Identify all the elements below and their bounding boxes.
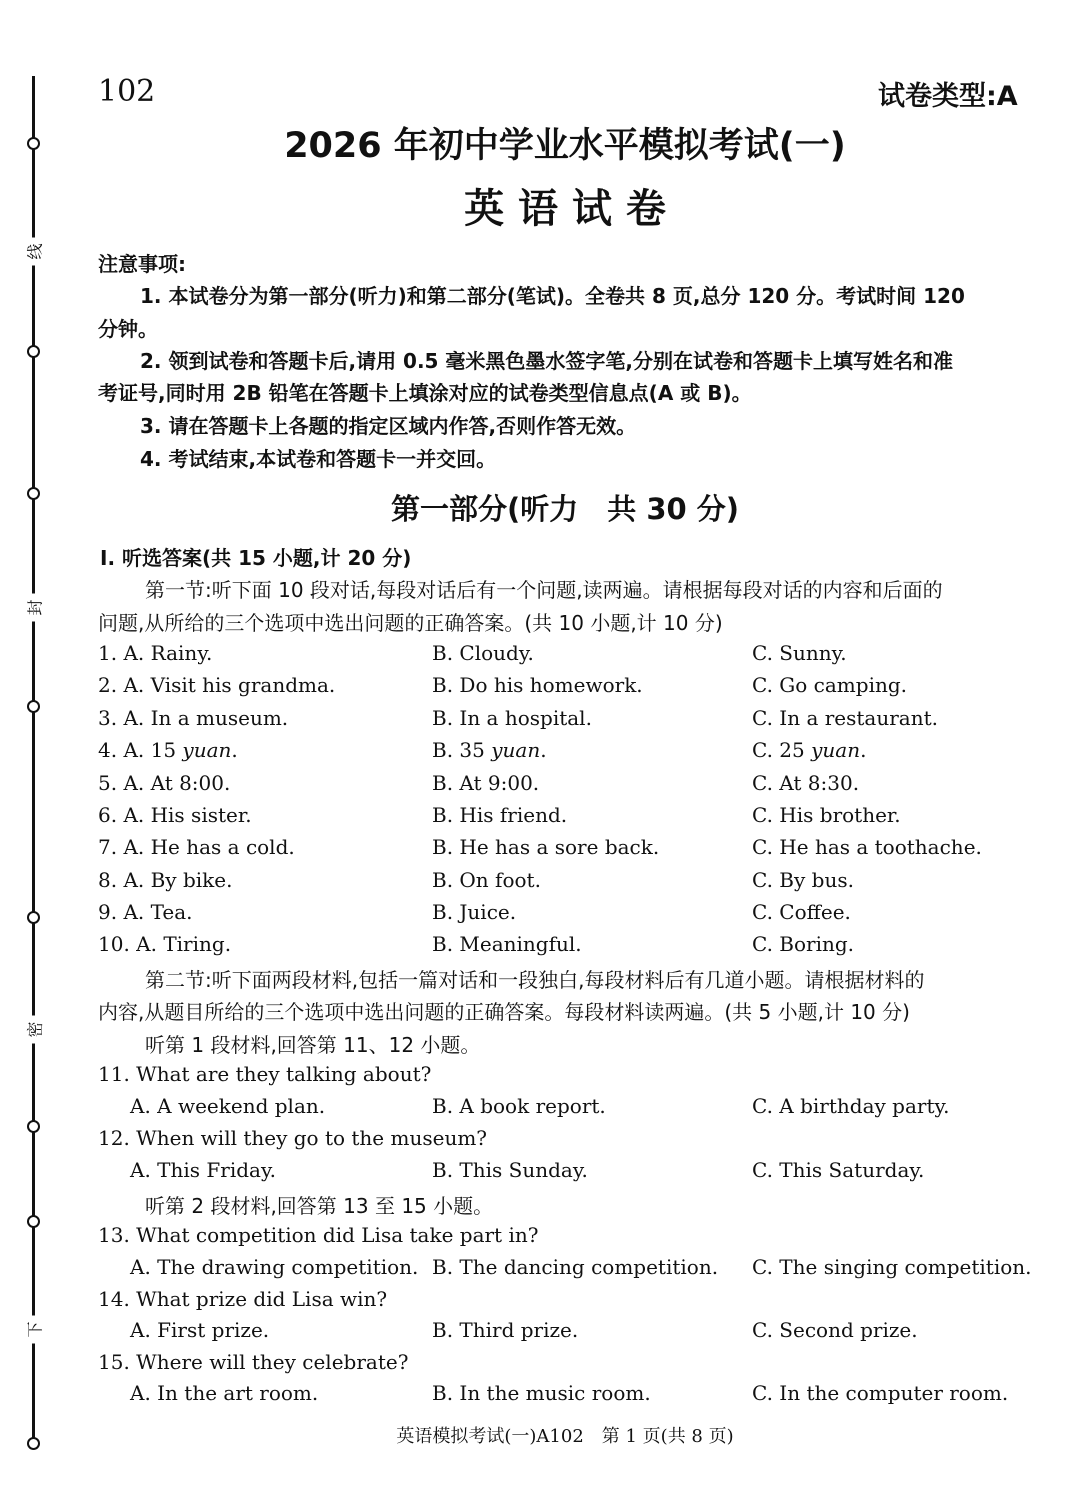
section1-intro: 问题,从所给的三个选项中选出问题的正确答案。(共 10 小题,计 10 分)	[98, 611, 723, 635]
question-stem: 11. What are they talking about?	[98, 1062, 432, 1086]
option-text: .	[860, 738, 867, 762]
option-a: 10. A. Tiring.	[98, 932, 232, 956]
option-b: B. He has a sore back.	[432, 835, 660, 859]
option-a: 1. A. Rainy.	[98, 641, 213, 665]
option-b: B. A book report.	[432, 1094, 606, 1118]
option-c: C. Go camping.	[752, 673, 908, 697]
option-c: C. Sunny.	[752, 641, 847, 665]
option-text: .	[231, 738, 238, 762]
section2-intro: 第二节:听下面两段材料,包括一篇对话和一段独白,每段材料后有几道小题。请根据材料的	[145, 968, 925, 992]
option-a: 2. A. Visit his grandma.	[98, 673, 336, 697]
option-b: B. This Sunday.	[432, 1158, 588, 1182]
question-stem: 15. Where will they celebrate?	[98, 1350, 409, 1374]
option-b: B. Third prize.	[432, 1318, 579, 1342]
binding-hole	[27, 911, 40, 924]
option-text: 4. A. 15	[98, 738, 183, 762]
option-a: A. The drawing competition.	[130, 1255, 419, 1279]
option-a: A. This Friday.	[130, 1158, 276, 1182]
notes-item: 考证号,同时用 2B 铅笔在答题卡上填涂对应的试卷类型信息点(A 或 B)。	[98, 381, 752, 405]
option-a: 6. A. His sister.	[98, 803, 252, 827]
option-c: C. His brother.	[752, 803, 901, 827]
option-text: .	[540, 738, 547, 762]
option-text: C. 25	[752, 738, 812, 762]
question-stem: 12. When will they go to the museum?	[98, 1126, 488, 1150]
option-text: B. 35	[432, 738, 492, 762]
option-b: B. On foot.	[432, 868, 541, 892]
notes-item: 2. 领到试卷和答题卡后,请用 0.5 毫米黑色墨水签字笔,分别在试卷和答题卡上填写姓名和准	[140, 349, 954, 373]
option-c: C. At 8:30.	[752, 771, 860, 795]
binding-char-feng: 封	[23, 594, 46, 622]
option-b: B. In the music room.	[432, 1381, 651, 1405]
notes-heading: 注意事项:	[98, 252, 186, 276]
option-c: C. Second prize.	[752, 1318, 918, 1342]
option-c: C. He has a toothache.	[752, 835, 982, 859]
material-2-label: 听第 2 段材料,回答第 13 至 15 小题。	[145, 1194, 494, 1218]
option-a: 5. A. At 8:00.	[98, 771, 231, 795]
option-b	[432, 738, 547, 762]
option-b: B. Do his homework.	[432, 673, 643, 697]
binding-hole	[27, 1215, 40, 1228]
page-footer: 英语模拟考试(一)A102 第 1 页(共 8 页)	[396, 1426, 734, 1447]
option-c: C. In the computer room.	[752, 1381, 1009, 1405]
option-c: C. This Saturday.	[752, 1158, 925, 1182]
option-a: A. A weekend plan.	[130, 1094, 326, 1118]
option-c: C. A birthday party.	[752, 1094, 950, 1118]
binding-hole	[27, 345, 40, 358]
option-a: A. In the art room.	[130, 1381, 319, 1405]
binding-line	[32, 76, 35, 1448]
currency-unit: yuan	[811, 738, 861, 762]
option-c	[752, 738, 866, 762]
section2-intro: 内容,从题目所给的三个选项中选出问题的正确答案。每段材料读两遍。(共 5 小题,计 10 分)	[98, 1000, 910, 1024]
option-c: C. In a restaurant.	[752, 706, 938, 730]
question-stem: 14. What prize did Lisa win?	[98, 1287, 388, 1311]
notes-item: 1. 本试卷分为第一部分(听力)和第二部分(笔试)。全卷共 8 页,总分 120 分。考试时间 120	[140, 284, 965, 308]
currency-unit: yuan	[182, 738, 232, 762]
option-b: B. Meaningful.	[432, 932, 582, 956]
option-a: 3. A. In a museum.	[98, 706, 289, 730]
option-b: B. In a hospital.	[432, 706, 592, 730]
option-c: C. By bus.	[752, 868, 854, 892]
section1-heading: Ⅰ. 听选答案(共 15 小题,计 20 分)	[100, 546, 412, 570]
option-c: C. Boring.	[752, 932, 855, 956]
part1-heading: 第一部分(听力 共 30 分)	[390, 492, 740, 526]
option-b: B. Cloudy.	[432, 641, 534, 665]
exam-title: 2026 年初中学业水平模拟考试(一)	[284, 126, 846, 166]
option-b: B. The dancing competition.	[432, 1255, 719, 1279]
notes-item: 分钟。	[98, 317, 158, 341]
exam-subtitle: 英 语 试 卷	[464, 186, 666, 232]
question-stem: 13. What competition did Lisa take part in?	[98, 1223, 539, 1247]
option-a: 8. A. By bike.	[98, 868, 233, 892]
page-number: 102	[98, 74, 156, 109]
binding-char-xia: 下	[23, 1316, 46, 1344]
option-c: C. Coffee.	[752, 900, 851, 924]
binding-hole	[27, 700, 40, 713]
option-a: A. First prize.	[130, 1318, 270, 1342]
option-b: B. At 9:00.	[432, 771, 540, 795]
option-a: 7. A. He has a cold.	[98, 835, 295, 859]
option-a	[98, 738, 238, 762]
section1-intro: 第一节:听下面 10 段对话,每段对话后有一个问题,读两遍。请根据每段对话的内容和后面的	[145, 578, 943, 602]
notes-item: 3. 请在答题卡上各题的指定区域内作答,否则作答无效。	[140, 414, 637, 438]
option-b: B. Juice.	[432, 900, 517, 924]
option-a: 9. A. Tea.	[98, 900, 193, 924]
option-c: C. The singing competition.	[752, 1255, 1032, 1279]
binding-hole	[27, 1120, 40, 1133]
material-1-label: 听第 1 段材料,回答第 11、12 小题。	[145, 1033, 481, 1057]
currency-unit: yuan	[491, 738, 541, 762]
binding-char-mi: 密	[23, 1016, 46, 1044]
notes-item: 4. 考试结束,本试卷和答题卡一并交回。	[140, 447, 497, 471]
binding-char-xian: 线	[23, 238, 46, 266]
paper-type: 试卷类型:A	[878, 81, 1018, 112]
option-b: B. His friend.	[432, 803, 568, 827]
